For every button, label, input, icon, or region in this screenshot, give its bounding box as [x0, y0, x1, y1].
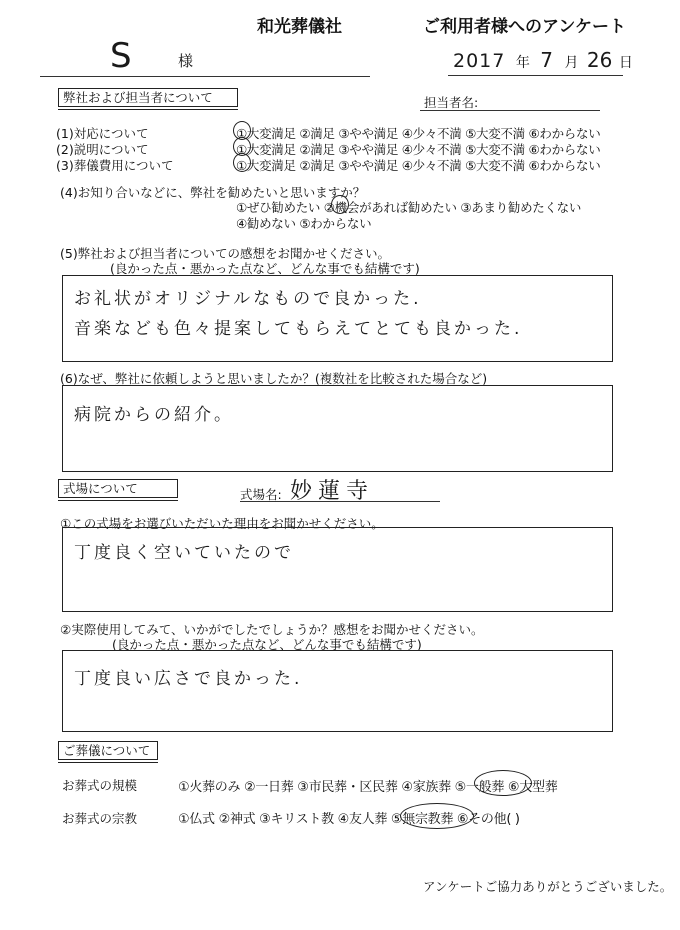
date-day-unit: 日 [618, 55, 633, 71]
funeral-scale-label: お葬式の規模 [62, 778, 138, 793]
funeral-scale-options: ①火葬のみ ②一日葬 ③市民葬・区民葬 ④家族葬 ⑤一般葬 ⑥大型葬 [178, 780, 558, 795]
rating-options-3: ①大変満足 ②満足 ③やや満足 ④少々不満 ⑤大変不満 ⑥わからない [236, 158, 601, 173]
venue-q2-answer-box [62, 650, 613, 732]
rating-label-1: (1)対応について [56, 126, 149, 141]
company-name: 和光葬儀社 [257, 17, 342, 37]
q6-question: (6)なぜ、弊社に依頼しようと思いましたか？(複数社を比較された場合など) [60, 371, 488, 386]
customer-initial: S [110, 36, 135, 76]
date-underline [448, 75, 623, 76]
q4-options-line1: ①ぜひ勧めたい ②機会があれば勧めたい ③あまり勧めたくない [236, 200, 582, 215]
staff-name-underline [420, 110, 600, 111]
rating-label-2: (2)説明について [56, 142, 149, 157]
section-company-staff-heading: 弊社および担当者について [58, 88, 238, 107]
q4-selected-mark [331, 195, 349, 214]
funeral-religion-label: お葬式の宗教 [62, 811, 138, 826]
rating-options-1: ①大変満足 ②満足 ③やや満足 ④少々不満 ⑤大変不満 ⑥わからない [236, 126, 601, 141]
q6-answer-box [62, 385, 613, 472]
name-underline [40, 76, 370, 77]
q4-question: (4)お知り合いなどに、弊社を勧めたいと思いますか？ [60, 185, 366, 200]
date-year: 2017 [453, 50, 506, 72]
venue-q2-note: (良かった点・悪かった点など、どんな事でも結構です) [112, 637, 422, 652]
date-day: 26 [586, 48, 613, 72]
funeral-scale-selected-mark [474, 770, 532, 796]
rating-3-selected-mark [233, 153, 251, 172]
funeral-religion-options: ①仏式 ②神式 ③キリスト教 ④友人葬 ⑤無宗教葬 ⑥その他( ) [178, 812, 520, 827]
venue-q1-answer: 丁度良く空いていたので [74, 543, 294, 563]
venue-name-value: 妙蓮寺 [290, 479, 375, 504]
venue-q2-question: ②実際使用してみて、いかがでしたでしょうか？感想をお聞かせください。 [60, 622, 484, 637]
staff-name-label: 担当者名: [424, 95, 479, 110]
date [453, 48, 633, 72]
q5-note: (良かった点・悪かった点など、どんな事でも結構です) [110, 261, 420, 276]
date-month-unit: 月 [564, 55, 579, 71]
venue-name-underline [240, 501, 440, 502]
venue-q1-question: ①この式場をお選びいただいた理由をお聞かせください。 [60, 516, 384, 531]
q5-answer-line1: お礼状がオリジナルなもので良かった. [74, 289, 422, 309]
honorific: 様 [178, 52, 194, 70]
section-venue-heading: 式場について [58, 479, 178, 498]
venue-name-label: 式場名: [240, 487, 282, 502]
rating-options-2: ①大変満足 ②満足 ③やや満足 ④少々不満 ⑤大変不満 ⑥わからない [236, 142, 601, 157]
q5-question: (5)弊社および担当者についての感想をお聞かせください。 [60, 246, 390, 261]
date-month: 7 [540, 48, 556, 72]
section-funeral-heading: ご葬儀について [58, 741, 158, 760]
q4-options-line2: ④勧めない ⑤わからない [236, 216, 372, 231]
q5-answer-line2: 音楽なども色々提案してもらえてとても良かった. [74, 319, 523, 339]
q6-answer: 病院からの紹介。 [74, 405, 234, 425]
date-year-unit: 年 [515, 55, 530, 71]
survey-title: ご利用者様へのアンケート [423, 17, 626, 37]
funeral-religion-selected-mark [400, 803, 474, 829]
venue-q2-answer: 丁度良い広さで良かった. [74, 669, 303, 689]
rating-label-3: (3)葬儀費用について [56, 158, 174, 173]
thank-you-message: アンケートご協力ありがとうございました。 [423, 879, 673, 894]
